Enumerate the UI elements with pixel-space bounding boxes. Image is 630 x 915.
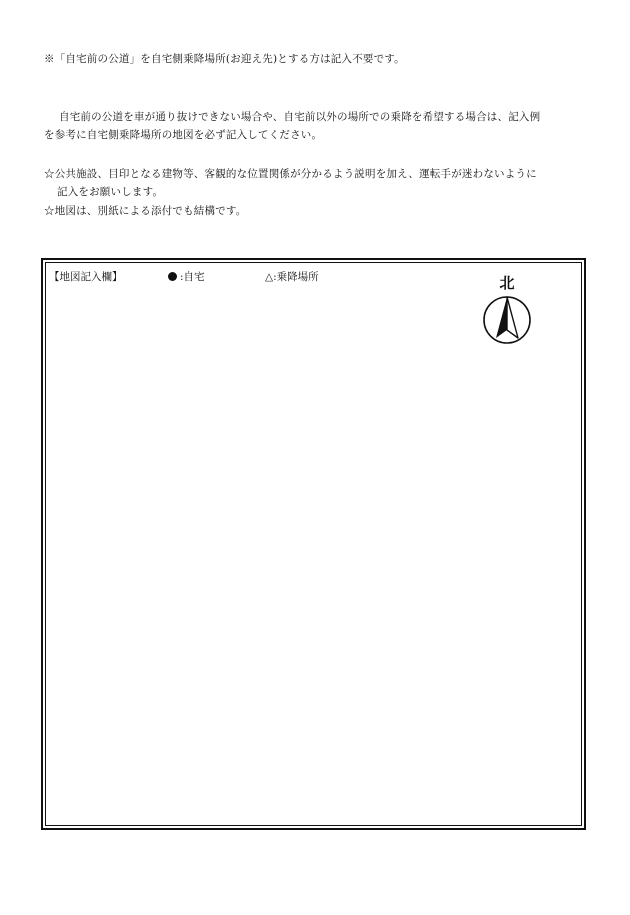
bullet-1-line-2: 記入をお願いします。 (57, 186, 164, 198)
compass-arrow-icon (482, 294, 532, 346)
north-label: 北 (499, 274, 515, 292)
filled-circle-icon (168, 272, 177, 281)
bullet-1-line-1: ☆公共施設、目印となる建物等、客観的な位置関係が分かるよう説明を加え、運転手が迷わないように (44, 168, 537, 180)
north-compass (482, 274, 532, 346)
legend-stop: △:乗降場所 (265, 271, 319, 283)
legend-home-label: :自宅 (180, 271, 205, 283)
note-line-1: ※「自宅前の公道」を自宅側乗降場所(お迎え先)とする方は記入不要です。 (44, 53, 405, 65)
legend-home (168, 270, 205, 284)
map-title: 【地図記入欄】 (49, 271, 123, 283)
instruction-line-1: 自宅前の公道を車が通り抜けできない場合や、自宅前以外の場所での乗降を希望する場合は、記入例 (59, 111, 541, 123)
bullet-2: ☆地図は、別紙による添付でも結構です。 (44, 205, 247, 217)
instruction-line-2: を参考に自宅側乗降場所の地図を必ず記入してください。 (44, 129, 323, 141)
map-drawing-area[interactable] (45, 262, 582, 826)
